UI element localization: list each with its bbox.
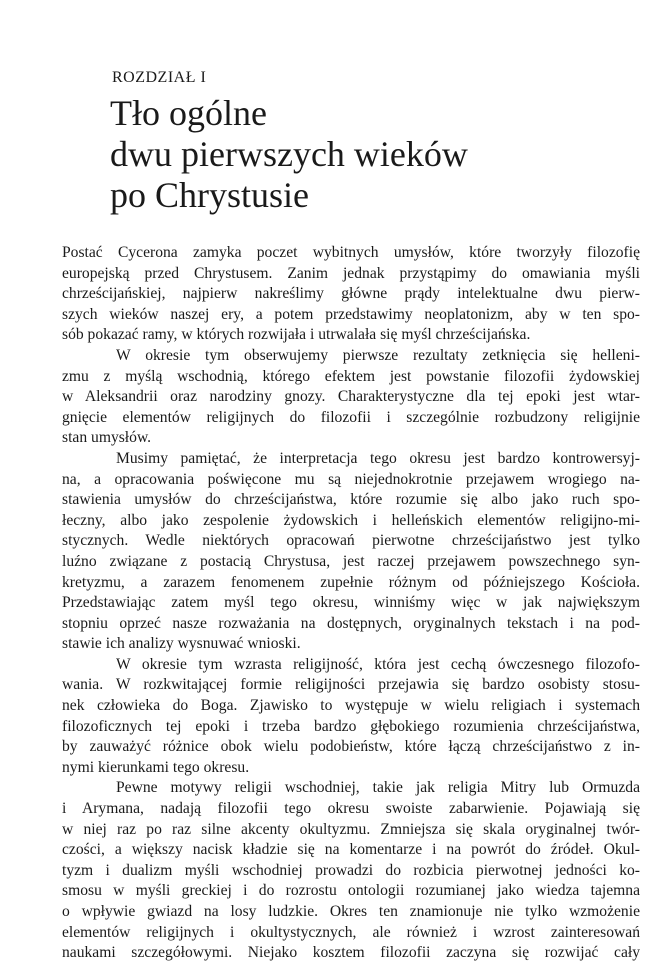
text-line: nek człowieka do Boga. Zjawisko to występuje w wielu religiach i systemach	[62, 697, 640, 715]
text-line: chrześcijańskiej, najpierw nakreślimy główne prądy intelektualne dwu pierw-	[62, 285, 640, 303]
text-line: W okresie tym wzrasta religijność, która jest cechą ówczesnego filozofo-	[116, 655, 640, 673]
chapter-title-line: Tło ogólne	[110, 93, 267, 133]
paragraph	[62, 346, 640, 449]
text-line: na, a opracowania poświęcone mu są niejednokrotnie przejawem wrogiego na-	[62, 470, 640, 488]
chapter-label: ROZDZIAŁ I	[112, 69, 207, 86]
text-line: W okresie tym obserwujemy pierwsze rezultaty zetknięcia się helleni-	[116, 346, 640, 364]
text-line: europejską przed Chrystusem. Zanim jednak przystąpimy do omawiania myśli	[62, 264, 640, 282]
text-line: smosu w myśli greckiej i do rozrostu ontologii rozumianej jako wiedza tajemna	[62, 882, 640, 900]
text-line: luźno związane z postacią Chrystusa, jest raczej przejawem powszechnego syn-	[62, 552, 640, 570]
text-line: o wpływie gwiazd na losy ludzkie. Okres ten znamionuje nie tylko wzmożenie	[62, 903, 640, 920]
text-line: Pewne motywy religii wschodniej, takie jak religia Mitry lub Ormuzda	[116, 779, 640, 797]
text-line: filozoficznych tej epoki i trzeba bardzo głębokiego rozumienia chrześcijaństwa,	[62, 717, 640, 735]
text-line: czości, a większy nacisk kładzie się na komentarze i na powrót do źródeł. Okul-	[62, 841, 640, 859]
text-line: naukami szczegółowymi. Niejako kosztem filozofii zaczyna się rozwijać cały	[62, 944, 640, 962]
text-line: stycznych. Wedle niektórych opracowań pierwotne chrześcijaństwo jest tylko	[62, 532, 640, 550]
chapter-title-line: dwu pierwszych wieków	[110, 134, 468, 174]
text-line: sób pokazać ramy, w których rozwijała i utrwalała się myśl chrześcijańska.	[62, 326, 531, 344]
chapter-title	[110, 93, 468, 216]
text-line: stawienia umysłów do chrześcijaństwa, które rozumie się albo jako ruch spo-	[62, 491, 640, 509]
text-line: w niej raz po raz silne akcenty okultyzmu. Zmniejsza się skala oryginalnej twór-	[62, 820, 640, 838]
text-line: w Aleksandrii oraz narodziny gnozy. Charakterystyczne dla tej epoki jest wtar-	[62, 388, 640, 406]
text-line: Musimy pamiętać, że interpretacja tego okresu jest bardzo kontrowersyj-	[116, 449, 640, 467]
text-line: stopniu oprzeć nasze rozważania na dostępnych, oryginalnych tekstach i na pod-	[62, 614, 640, 632]
text-line: tyzm i dualizm myśli wschodniej prowadzi do rozbicia pierwotnej jedności ko-	[62, 861, 640, 879]
text-line: Przedstawiając zatem myśl tego okresu, winniśmy więc w jak największym	[62, 594, 640, 612]
text-line: stan umysłów.	[62, 429, 152, 447]
chapter-title-line: po Chrystusie	[110, 175, 310, 215]
text-line: elementów religijnych i okultystycznych, ale również i wzrost zainteresowań	[62, 923, 640, 941]
text-line: stawie ich analizy wysnuwać wnioski.	[62, 635, 301, 653]
paragraph	[62, 655, 640, 779]
text-line: łeczny, albo jako zespolenie żydowskich i helleńskich elementów religijno-mi-	[62, 511, 640, 529]
text-line: by zauważyć różnice obok wielu podobieństw, które łączą chrześcijaństwo z in-	[62, 738, 640, 756]
text-line: zmu z myślą wschodnią, którego efektem jest powstanie filozofii żydowskiej	[62, 367, 640, 385]
paragraph	[62, 778, 640, 963]
text-line: szych wieków naszej ery, a potem przedstawimy neoplatonizm, aby w ten spo-	[62, 305, 640, 323]
paragraph	[62, 449, 640, 655]
body-text	[62, 243, 640, 964]
text-line: wania. W rozkwitającej formie religijności przejawia się bardzo osobisty stosu-	[62, 676, 640, 694]
text-line: nymi kierunkami tego okresu.	[62, 758, 250, 776]
text-line: kretyzmu, a zarazem fenomenem zupełnie różnym od późniejszego Kościoła.	[62, 573, 640, 591]
paragraph	[62, 243, 640, 346]
text-line: Postać Cycerona zamyka poczet wybitnych umysłów, które tworzyły filozofię	[62, 244, 640, 261]
text-line: gnięcie elementów religijnych do filozofii i szczególnie rozbudzony religijnie	[62, 408, 640, 426]
text-line: i Arymana, nadają filozofii tego okresu swoiste zabarwienie. Pojawiają się	[62, 800, 640, 818]
